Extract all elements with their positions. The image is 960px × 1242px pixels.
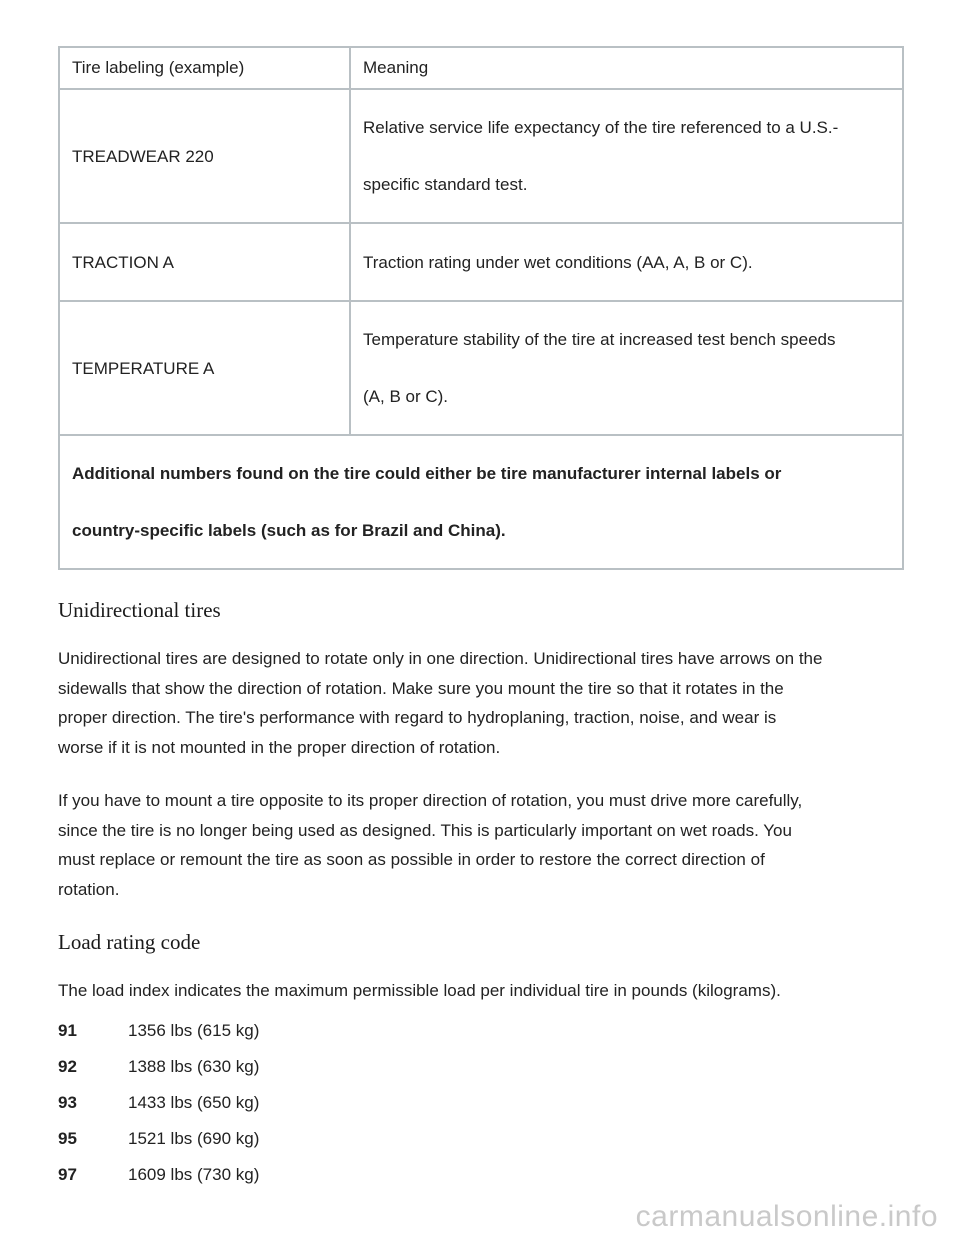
list-item	[58, 1121, 259, 1157]
paragraph-line: since the tire is no longer being used as designed. This is particularly important on wet roads. You	[58, 820, 792, 840]
meaning-line: specific standard test.	[363, 175, 528, 194]
table-row	[59, 223, 903, 301]
list-item	[58, 1085, 259, 1121]
manual-page	[58, 46, 904, 1184]
paragraph-line: worse if it is not mounted in the proper direction of rotation.	[58, 737, 501, 757]
list-item	[58, 1049, 259, 1085]
paragraph-line: rotation.	[58, 879, 120, 899]
meaning-line: Traction rating under wet conditions (AA, A, B or C).	[363, 252, 753, 272]
load-value: 1521 lbs (690 kg)	[128, 1129, 260, 1148]
load-value: 1388 lbs (630 kg)	[128, 1057, 260, 1076]
load-code: 93	[58, 1093, 77, 1112]
row-label-temperature: TEMPERATURE A	[59, 301, 350, 435]
load-code: 91	[58, 1021, 77, 1040]
list-item	[58, 1157, 259, 1193]
column-header-meaning: Meaning	[350, 47, 903, 89]
paragraph-unidirectional-2	[58, 786, 908, 904]
load-value: 1356 lbs (615 kg)	[128, 1021, 260, 1040]
note-line: Additional numbers found on the tire could either be tire manufacturer internal labels or	[72, 464, 782, 483]
paragraph-unidirectional-1	[58, 644, 908, 762]
meaning-line: (A, B or C).	[363, 387, 449, 406]
paragraph-line: Unidirectional tires are designed to rotate only in one direction. Unidirectional tires have arrows on the	[58, 649, 823, 668]
table-row	[59, 301, 903, 435]
paragraph-line: sidewalls that show the direction of rotation. Make sure you mount the tire so that it rotates in the	[58, 678, 784, 698]
table-row	[59, 89, 903, 223]
paragraph-line: If you have to mount a tire opposite to its proper direction of rotation, you must drive more carefully,	[58, 791, 803, 810]
row-meaning-traction	[350, 223, 903, 301]
row-label-traction: TRACTION A	[59, 223, 350, 301]
row-meaning-treadwear	[350, 89, 903, 223]
load-code: 95	[58, 1129, 77, 1148]
heading-unidirectional-tires: Unidirectional tires	[58, 598, 221, 622]
table-note-row	[59, 435, 903, 569]
load-code: 97	[58, 1165, 77, 1184]
load-value: 1609 lbs (730 kg)	[128, 1165, 260, 1184]
watermark: carmanualsonline.info	[635, 1200, 938, 1233]
row-label-treadwear: TREADWEAR 220	[59, 89, 350, 223]
heading-load-rating-code: Load rating code	[58, 930, 201, 954]
column-header-labeling: Tire labeling (example)	[59, 47, 350, 89]
load-value: 1433 lbs (650 kg)	[128, 1093, 260, 1112]
load-code: 92	[58, 1057, 77, 1076]
paragraph-line: must replace or remount the tire as soon as possible in order to restore the correct direction of	[58, 850, 765, 869]
paragraph-line: proper direction. The tire's performance with regard to hydroplaning, traction, noise, and wear is	[58, 708, 777, 727]
meaning-line: Relative service life expectancy of the tire referenced to a U.S.-	[363, 118, 839, 137]
meaning-line: Temperature stability of the tire at increased test bench speeds	[363, 330, 836, 349]
list-item	[58, 1013, 259, 1049]
note-line: country-specific labels (such as for Brazil and China).	[72, 521, 506, 540]
table-note	[59, 435, 903, 569]
table-header-row	[59, 47, 903, 89]
load-index-list	[58, 1013, 259, 1193]
paragraph-load-intro: The load index indicates the maximum permissible load per individual tire in pounds (kilograms).	[58, 981, 781, 1000]
row-meaning-temperature	[350, 301, 903, 435]
tire-labeling-table	[58, 46, 904, 570]
